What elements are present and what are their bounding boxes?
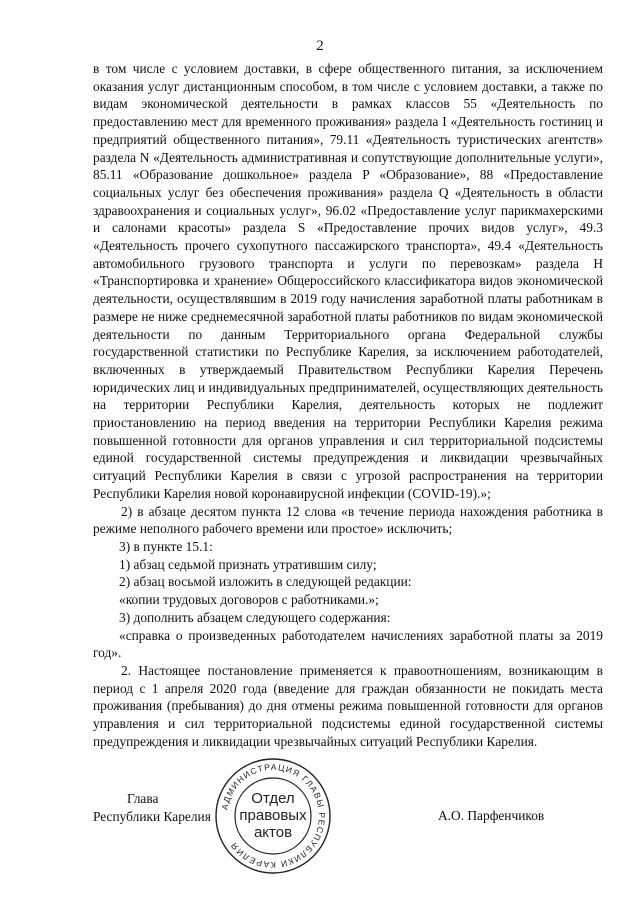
stamp-line-3: актов <box>253 824 293 841</box>
document-body <box>93 60 603 750</box>
subitem-3: 3) дополнить абзацем следующего содержания: <box>119 609 391 625</box>
official-stamp <box>214 757 332 875</box>
signature-title-line1: Глава <box>127 791 159 806</box>
paragraph-continuation: в том числе с условием доставки, в сфере общественного питания, за исключением оказания услуг дистанционным способом, в том числе с условием доставки, а также по видам экономической деятельности в рамках классов 55 «Деятельность по предоставлению мест для временного проживания» раздела I «Деятельность гостиниц и предприятий общественного питания», 79.11 «Деятельность туристических агентств» раздела N «Деятельность административная и сопутствующие дополнительные услуги», 85.11 «Образование дошкольное» раздела P «Образование», 88 «Предоставление социальных услуг без обеспечения проживания» раздела Q «Деятельность в области здравоохранения и социальных услуг», 96.02 «Предоставление услуг парикмахерскими и салонами красоты» раздела S «Предоставление прочих видов услуг», 49.3 «Деятельность прочего сухопутного пассажирского транспорта», 49.4 «Деятельность автомобильного грузового транспорта и услуги по перевозкам» раздела H «Транспортировка и хранение» Общероссийского классификатора видов экономической деятельности, осуществлявшим в 2019 году начисления заработной платы работникам в размере не ниже среднемесячной заработной платы работников по видам экономической деятельности по данным Территориального органа Федеральной службы государственной статистики по Республике Карелия, за исключением работодателей, включенных в утверждаемый Правительством Республики Карелия Перечень юридических лиц и индивидуальных предпринимателей, осуществляющих деятельность на территории Республики Карелия, деятельность которых не подлежит приостановлению на период введения на территории Республики Карелия режима повышенной готовности для органов управления и сил территориальной подсистемы единой государственной системы предупреждения и ликвидации чрезвычайных ситуаций Республики Карелия в связи с угрозой распространения на территории Республики Карелия новой коронавирусной инфекции (COVID-19).»; <box>93 61 603 501</box>
stamp-line-1: Отдел <box>251 790 295 807</box>
signatory-name: А.О. Парфенчиков <box>438 808 545 823</box>
subitem-2-quote: «копии трудовых договоров с работниками.»; <box>119 592 379 608</box>
subitem-1: 1) абзац седьмой признать утратившим силу; <box>119 556 377 572</box>
paragraph-section-2: 2. Настоящее постановление применяется к правоотношениям, возникающим в период с 1 апреля 2020 года (введение для граждан обязанности не покидать места проживания (пребывания) до дня отмены режима повышенной готовности для органов управления и сил территориальной подсистемы единой государственной системы предупреждения и ликвидации чрезвычайных ситуаций Республики Карелия. <box>93 662 603 749</box>
signature-title <box>93 790 211 826</box>
subitem-2: 2) абзац восьмой изложить в следующей редакции: <box>119 574 412 590</box>
paragraph-item-3: 3) в пункте 15.1: <box>119 538 213 554</box>
stamp-line-2: правовых <box>239 807 307 824</box>
signature-title-line2: Республики Карелия <box>93 809 211 824</box>
page-number: 2 <box>316 38 324 54</box>
subitem-3-quote: «справка о произведенных работодателем начислениях заработной платы за 2019 год». <box>93 627 603 661</box>
paragraph-item-2: 2) в абзаце десятом пункта 12 слова «в течение периода нахождения работника в режиме неполного рабочего времени или простое» исключить; <box>93 503 603 537</box>
stamp-ring-text: АДМИНИСТРАЦИЯ ГЛАВЫ РЕСПУБЛИКИ КАРЕЛИЯ <box>219 761 328 871</box>
